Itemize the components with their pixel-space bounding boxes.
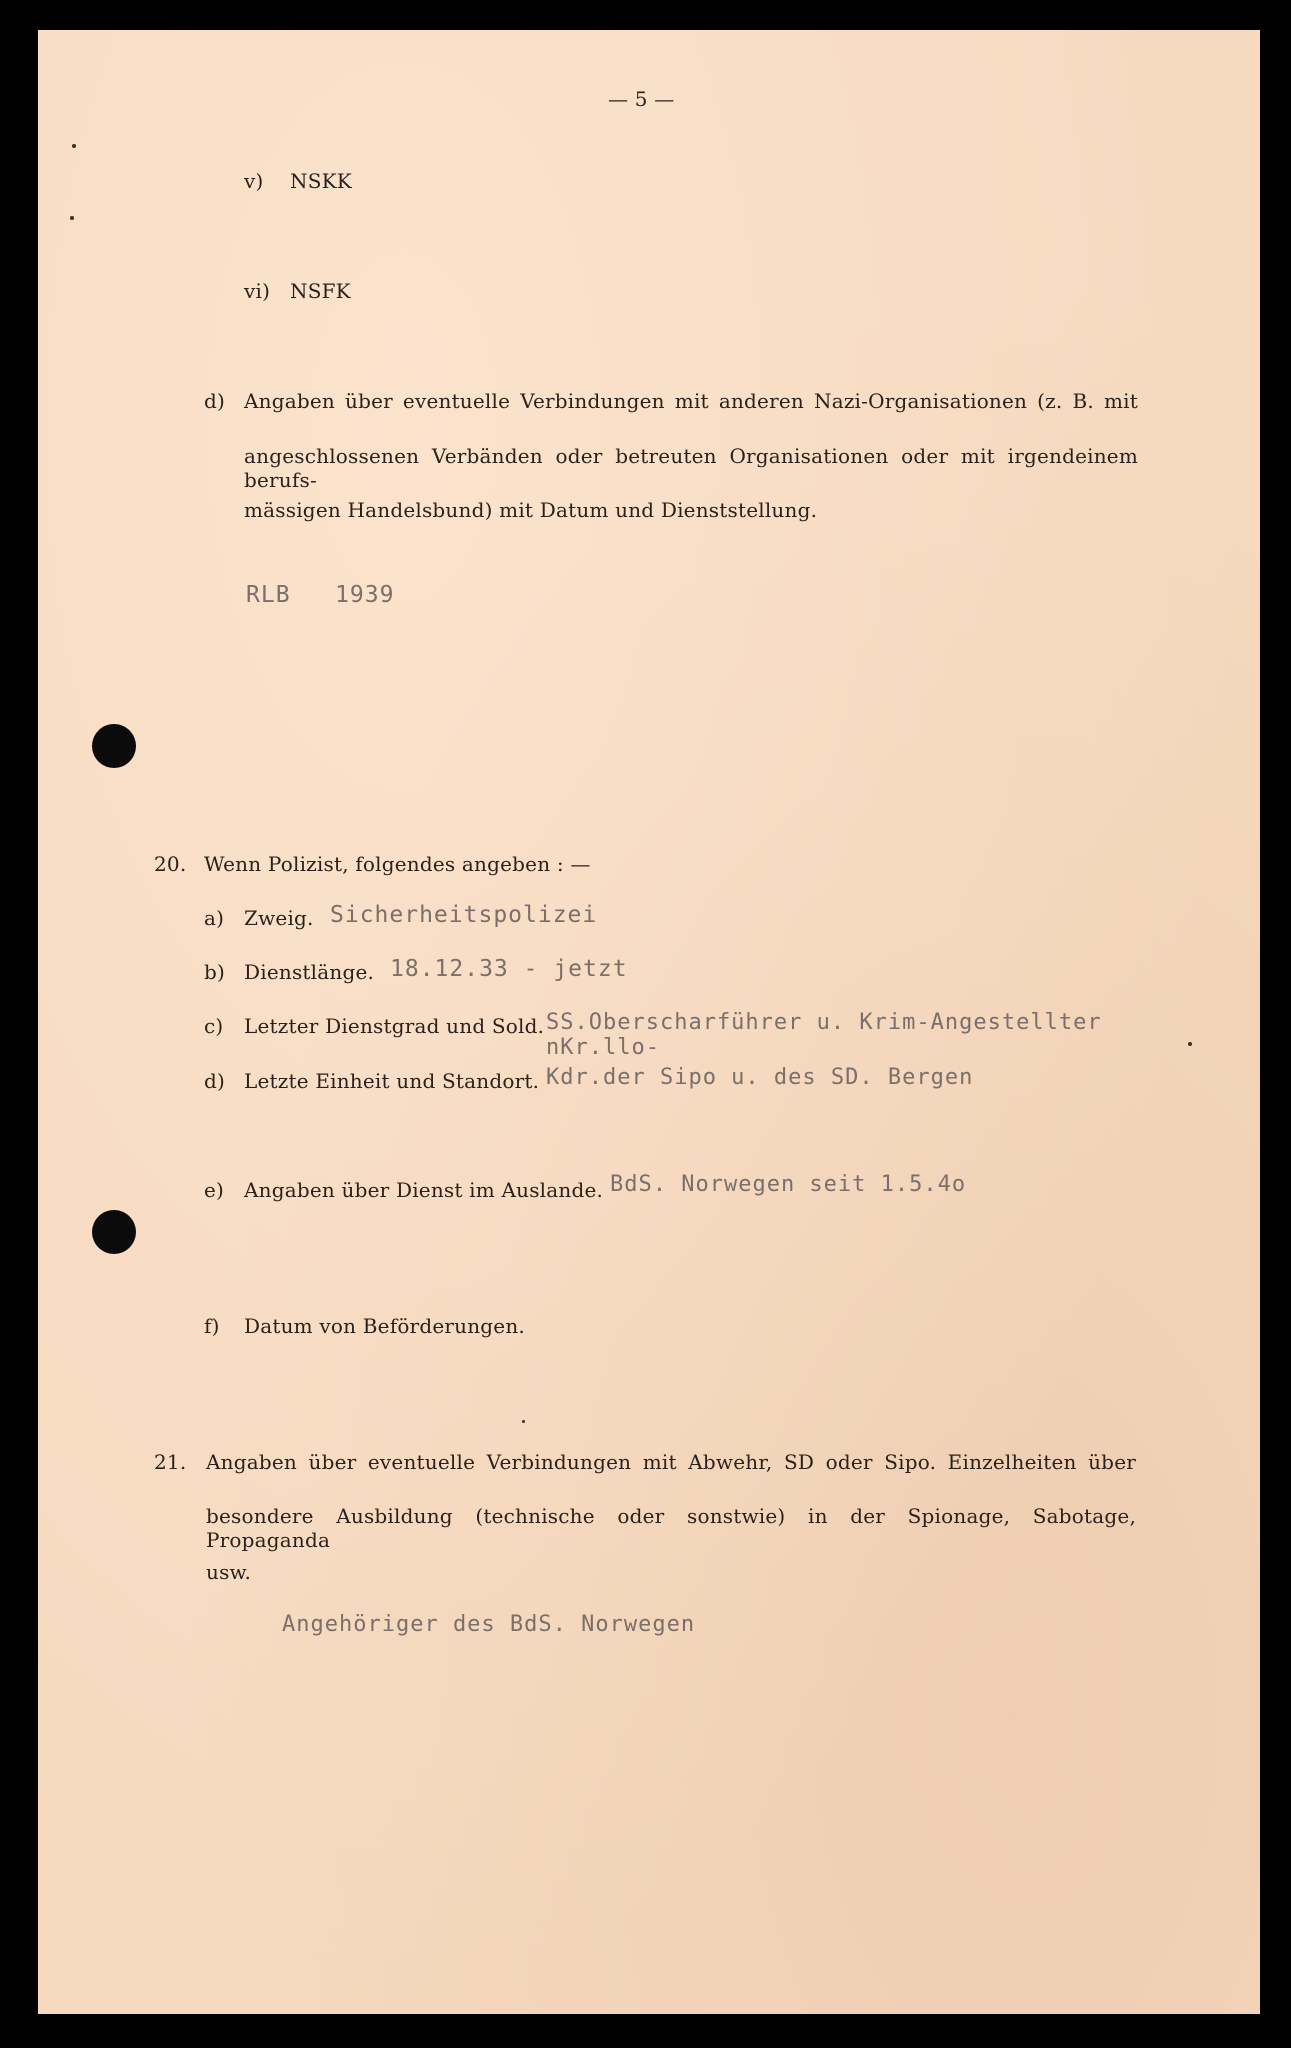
q20-a-answer: Sicherheitspolizei <box>330 902 598 928</box>
item-d-line1: Angaben über eventuelle Verbindungen mit anderen Nazi-Organisationen (z. B. mit <box>244 389 1138 413</box>
q20-b-marker: b) <box>204 960 226 984</box>
item-d-line3: mässigen Handelsbund) mit Datum und Dienststellung. <box>244 498 818 522</box>
q20-a-marker: a) <box>204 906 225 930</box>
q20-number: 20. <box>154 852 187 876</box>
q21-line2: besondere Ausbildung (technische oder sonstwie) in der Spionage, Sabotage, Propaganda <box>206 1504 1136 1552</box>
q20-e-label: Angaben über Dienst im Auslande. <box>244 1178 604 1202</box>
item-d-line2: angeschlossenen Verbänden oder betreuten Organisationen oder mit irgendeinem berufs- <box>244 444 1138 492</box>
q20-d-label: Letzte Einheit und Standort. <box>244 1069 540 1093</box>
document-page <box>38 30 1260 2014</box>
ink-speck <box>522 1420 525 1423</box>
item-v-label: NSKK <box>290 169 352 193</box>
q20-c-answer-line1: SS.Oberscharführer u. Krim-Angestellter <box>546 1010 1102 1035</box>
item-d-marker: d) <box>204 389 226 413</box>
q20-b-answer: 18.12.33 - jetzt <box>390 956 628 982</box>
ink-speck <box>70 216 74 220</box>
q20-d-marker: d) <box>204 1069 226 1093</box>
ink-speck <box>1188 1042 1192 1046</box>
page-number: — 5 — <box>608 87 675 111</box>
q21-answer: Angehöriger des BdS. Norwegen <box>282 1612 696 1637</box>
q20-e-answer: BdS. Norwegen seit 1.5.4o <box>610 1172 967 1197</box>
q21-number: 21. <box>154 1450 187 1474</box>
item-vi-label: NSFK <box>290 279 351 303</box>
q21-line1: Angaben über eventuelle Verbindungen mit Abwehr, SD oder Sipo. Einzelheiten über <box>206 1450 1136 1474</box>
q20-c-marker: c) <box>204 1014 224 1038</box>
q20-d-answer: Kdr.der Sipo u. des SD. Bergen <box>546 1065 974 1090</box>
q20-c-label: Letzter Dienstgrad und Sold. <box>244 1014 545 1038</box>
item-vi-marker: vi) <box>244 279 271 303</box>
punch-hole-top <box>92 724 136 768</box>
item-v-marker: v) <box>244 169 264 193</box>
q20-c-answer-line2: nKr.llo- <box>546 1035 660 1060</box>
punch-hole-bottom <box>92 1210 136 1254</box>
q20-a-label: Zweig. <box>244 906 314 930</box>
q20-b-label: Dienstlänge. <box>244 960 375 984</box>
q20-e-marker: e) <box>204 1178 225 1202</box>
item-d-answer: RLB 1939 <box>246 582 395 608</box>
q20-f-marker: f) <box>204 1314 220 1338</box>
ink-speck <box>72 144 76 148</box>
q20-f-label: Datum von Beförderungen. <box>244 1314 525 1338</box>
q21-line3: usw. <box>206 1560 252 1584</box>
q20-title: Wenn Polizist, folgendes angeben : — <box>204 852 591 876</box>
